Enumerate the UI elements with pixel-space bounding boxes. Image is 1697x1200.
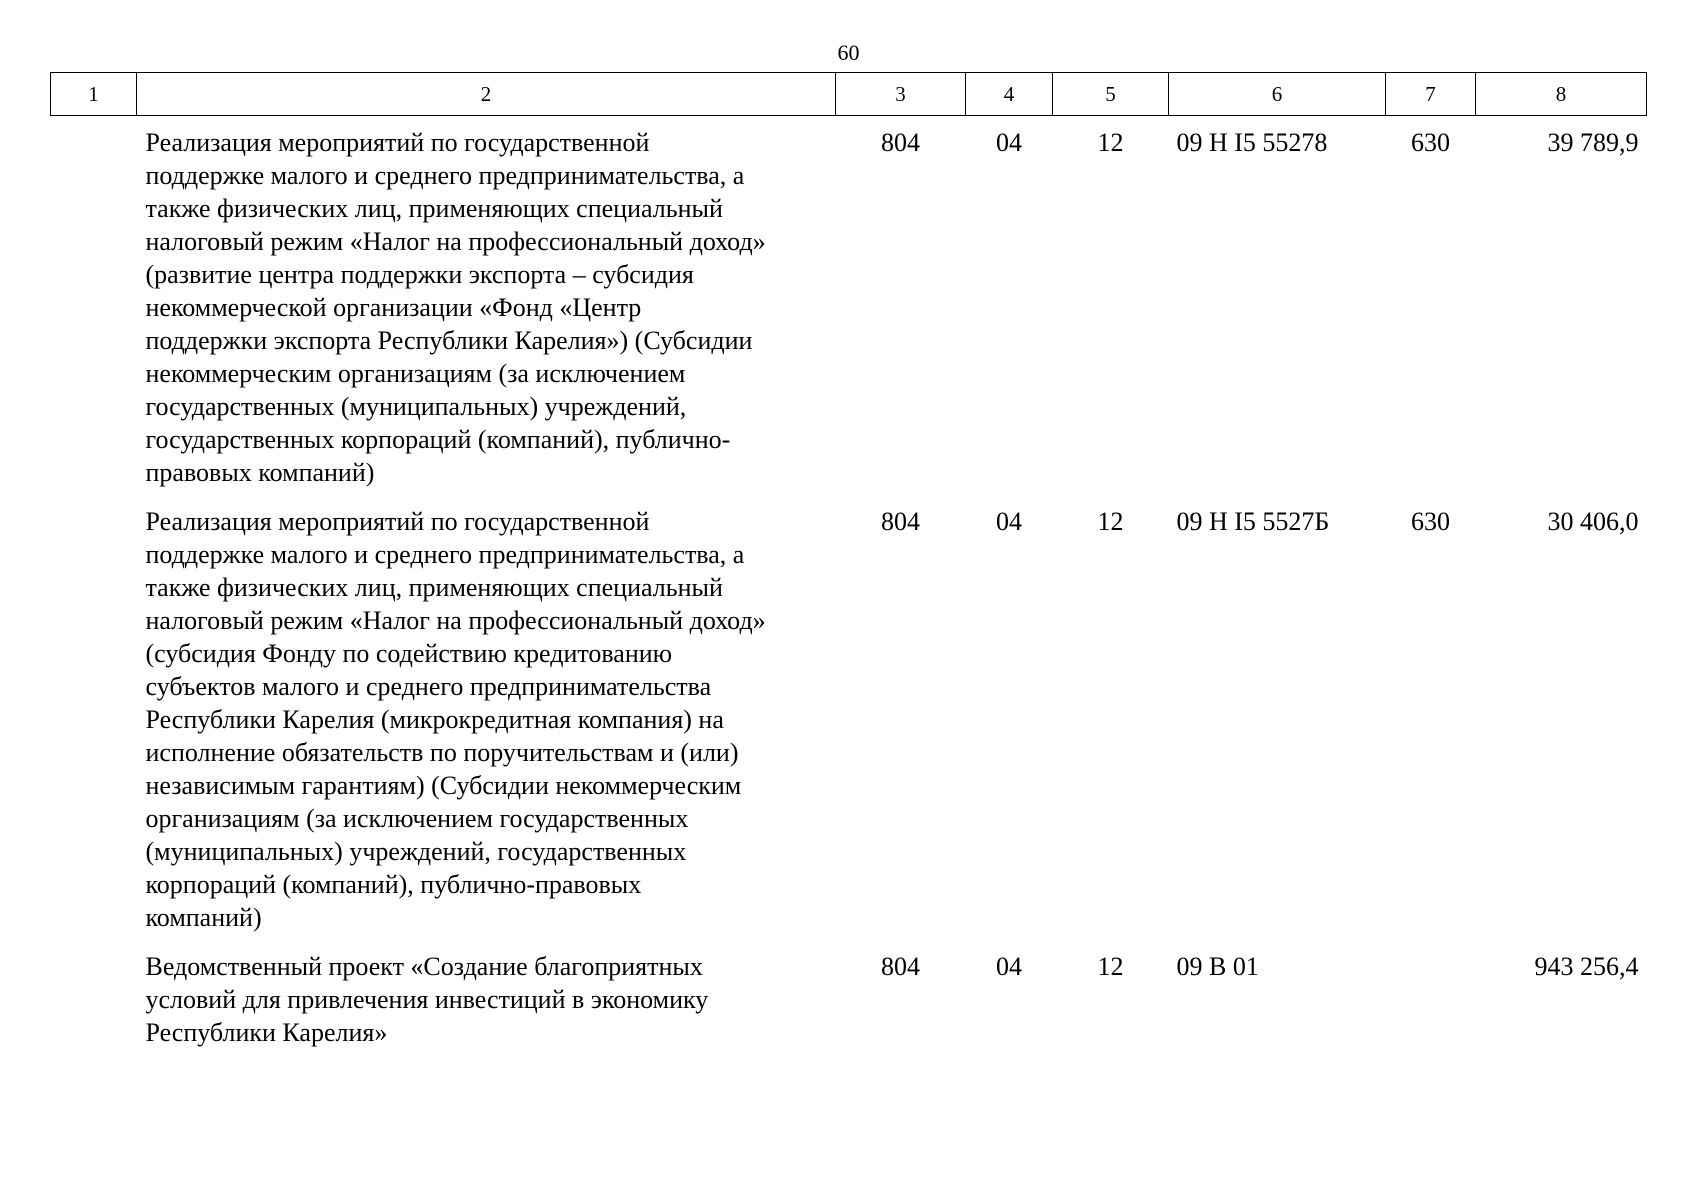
name-line: Реализация мероприятий по государственной	[145, 507, 650, 536]
name-line: государственных (муниципальных) учреждений,	[145, 392, 687, 421]
section-code-cell: 04	[996, 128, 1022, 157]
subsection-code-cell: 12	[1097, 507, 1124, 536]
subsection-code-cell: 12	[1097, 952, 1124, 981]
amount-cell: 39 789,9	[1547, 128, 1639, 157]
name-line: субъектов малого и среднего предпринимательства	[145, 672, 712, 701]
row-index-cell	[51, 505, 137, 950]
expense-type-cell: 630	[1411, 128, 1450, 157]
expense-type-cell: 630	[1411, 507, 1450, 536]
row-index-cell	[51, 116, 137, 506]
name-line: также физических лиц, применяющих специальный	[145, 194, 723, 223]
target-article-cell: 09 В 01	[1176, 952, 1259, 981]
name-line: поддержке малого и среднего предпринимательства, а	[145, 161, 745, 190]
row-name-cell	[137, 505, 836, 950]
row-index-cell	[51, 950, 137, 1065]
name-line: Реализация мероприятий по государственной	[145, 128, 650, 157]
ministry-code-cell: 804	[881, 507, 920, 536]
name-line: правовых компаний)	[145, 458, 375, 487]
amount-cell: 30 406,0	[1547, 507, 1639, 536]
section-code-cell: 04	[996, 507, 1022, 536]
expense-type-cell	[1386, 950, 1476, 1065]
column-header-1: 1	[51, 73, 137, 116]
column-header-7: 7	[1386, 73, 1476, 116]
section-code-cell: 04	[996, 952, 1022, 981]
column-header-2: 2	[137, 73, 836, 116]
ministry-code-cell: 804	[881, 952, 920, 981]
ministry-code-cell: 804	[881, 128, 920, 157]
row-name-cell	[137, 950, 836, 1065]
column-number-row	[51, 73, 1647, 116]
table-row	[51, 116, 1647, 506]
name-line: государственных корпораций (компаний), публично-	[145, 425, 731, 454]
table-row	[51, 505, 1647, 950]
target-article-cell: 09 Н I5 55278	[1176, 128, 1328, 157]
budget-table	[50, 72, 1647, 1065]
name-line: Республики Карелия»	[145, 1018, 388, 1047]
target-article-cell: 09 Н I5 5527Б	[1176, 507, 1330, 536]
row-name-cell	[137, 116, 836, 506]
amount-cell: 943 256,4	[1534, 952, 1639, 981]
name-line: Республики Карелия (микрокредитная компания) на	[145, 705, 724, 734]
name-line: поддержки экспорта Республики Карелия») (Субсидии	[145, 326, 753, 355]
name-line: также физических лиц, применяющих специальный	[145, 573, 723, 602]
page-number: 60	[837, 40, 860, 65]
column-header-3: 3	[836, 73, 966, 116]
name-line: налоговый режим «Налог на профессиональный доход»	[145, 227, 766, 256]
subsection-code-cell: 12	[1097, 128, 1124, 157]
name-line: независимым гарантиям) (Субсидии некоммерческим	[145, 771, 742, 800]
name-line: корпораций (компаний), публично-правовых	[145, 870, 642, 899]
name-line: условий для привлечения инвестиций в экономику	[145, 985, 709, 1014]
column-header-6: 6	[1169, 73, 1386, 116]
name-line: Ведомственный проект «Создание благоприятных	[145, 952, 703, 981]
name-line: поддержке малого и среднего предпринимательства, а	[145, 540, 745, 569]
table-row	[51, 950, 1647, 1065]
column-header-5: 5	[1053, 73, 1169, 116]
name-line: некоммерческим организациям (за исключением	[145, 359, 686, 388]
name-line: исполнение обязательств по поручительствам и (или)	[145, 738, 739, 767]
name-line: некоммерческой организации «Фонд «Центр	[145, 293, 642, 322]
column-header-4: 4	[966, 73, 1053, 116]
name-line: (субсидия Фонду по содействию кредитованию	[145, 639, 673, 668]
column-header-8: 8	[1476, 73, 1647, 116]
name-line: налоговый режим «Налог на профессиональный доход»	[145, 606, 766, 635]
name-line: компаний)	[145, 903, 262, 932]
name-line: (муниципальных) учреждений, государственных	[145, 837, 687, 866]
name-line: организациям (за исключением государственных	[145, 804, 689, 833]
name-line: (развитие центра поддержки экспорта – субсидия	[145, 260, 694, 289]
